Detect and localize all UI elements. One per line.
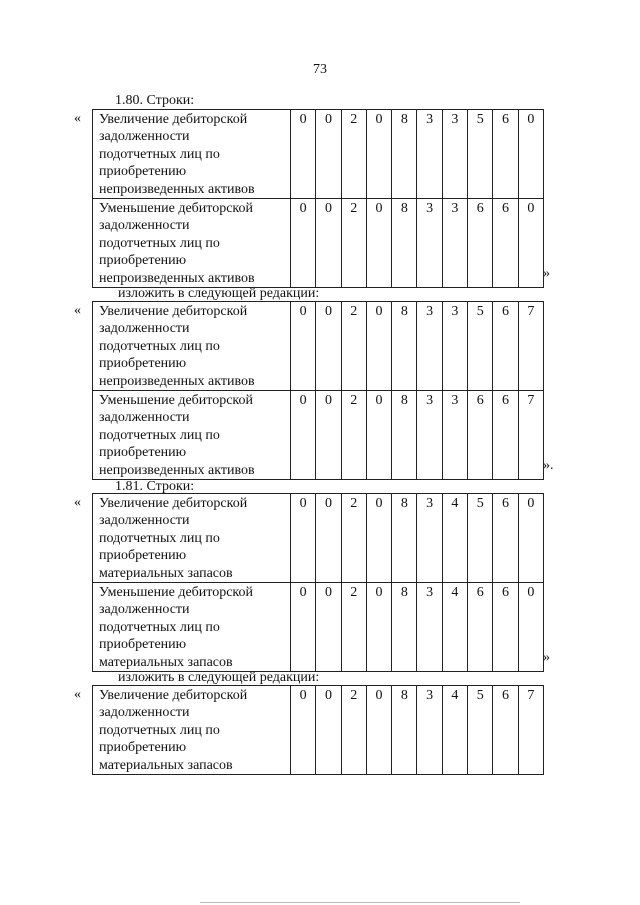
table-row [93, 583, 544, 672]
code-digit-cell: 0 [366, 302, 391, 391]
rows-table-1-80-new [92, 301, 544, 480]
rows-table-1-81-new [92, 685, 544, 775]
section-heading-edit-1: изложить в следующей редакции: [118, 286, 320, 301]
code-digit-cell: 6 [493, 583, 518, 672]
code-digit-cell: 0 [518, 199, 543, 288]
row-label-line: материальных запасов [99, 757, 233, 773]
row-label [93, 302, 291, 391]
row-label-line: приобретению [99, 637, 187, 653]
row-label-line: подотчетных лиц по [99, 235, 220, 251]
code-digit-cell: 8 [392, 302, 417, 391]
code-digit-cell: 0 [291, 686, 316, 775]
code-digit-cell: 0 [366, 199, 391, 288]
row-label [93, 391, 291, 480]
rows-table-1-81-old [92, 493, 544, 672]
row-label-line: подотчетных лиц по [99, 146, 220, 162]
row-label-line: Увеличение дебиторской [99, 688, 248, 703]
code-digit-cell: 5 [468, 110, 493, 199]
code-digit-cell: 8 [392, 199, 417, 288]
row-label-line: подотчетных лиц по [99, 619, 220, 635]
code-digit-cell: 2 [341, 583, 366, 672]
code-digit-cell: 5 [468, 494, 493, 583]
row-label [93, 583, 291, 672]
code-digit-cell: 4 [442, 583, 467, 672]
row-label-line: задолженности [99, 410, 190, 426]
row-label-line: Уменьшение дебиторской [99, 585, 254, 601]
table-row [93, 686, 544, 775]
row-label-line: непроизведенных активов [99, 270, 255, 286]
code-digit-cell: 0 [316, 199, 341, 288]
row-label [93, 199, 291, 288]
row-label-line: задолженности [99, 705, 190, 721]
table-row [93, 110, 544, 199]
code-digit-cell: 6 [468, 391, 493, 480]
row-label [93, 110, 291, 199]
code-digit-cell: 0 [316, 583, 341, 672]
row-label-line: Увеличение дебиторской [99, 112, 248, 127]
row-label-line: приобретению [99, 740, 187, 756]
row-label-line: подотчетных лиц по [99, 722, 220, 738]
row-label-line: задолженности [99, 218, 190, 234]
table-row [93, 494, 544, 583]
row-label-line: подотчетных лиц по [99, 338, 220, 354]
code-digit-cell: 2 [341, 110, 366, 199]
code-digit-cell: 7 [518, 686, 543, 775]
code-digit-cell: 6 [468, 199, 493, 288]
code-digit-cell: 2 [341, 302, 366, 391]
code-digit-cell: 3 [417, 199, 442, 288]
section-heading-1-81: 1.81. Строки: [115, 479, 195, 494]
code-digit-cell: 6 [468, 583, 493, 672]
row-label [93, 494, 291, 583]
code-digit-cell: 0 [291, 391, 316, 480]
code-digit-cell: 0 [291, 583, 316, 672]
row-label-line: материальных запасов [99, 654, 233, 670]
row-label-line: Уменьшение дебиторской [99, 201, 254, 217]
row-label-line: задолженности [99, 513, 190, 529]
table-row [93, 199, 544, 288]
code-digit-cell: 0 [518, 110, 543, 199]
row-label-line: приобретению [99, 548, 187, 564]
code-digit-cell: 0 [316, 391, 341, 480]
row-label-line: задолженности [99, 602, 190, 618]
code-digit-cell: 8 [392, 110, 417, 199]
row-label-line: задолженности [99, 321, 190, 337]
section-heading-edit-2: изложить в следующей редакции: [118, 670, 320, 685]
code-digit-cell: 0 [518, 583, 543, 672]
section-heading-1-80: 1.80. Строки: [115, 93, 195, 108]
code-digit-cell: 3 [417, 110, 442, 199]
code-digit-cell: 0 [316, 494, 341, 583]
code-digit-cell: 8 [392, 583, 417, 672]
page-number: 73 [313, 62, 327, 77]
row-label-line: непроизведенных активов [99, 373, 255, 389]
code-digit-cell: 4 [442, 494, 467, 583]
code-digit-cell: 7 [518, 302, 543, 391]
code-digit-cell: 5 [468, 686, 493, 775]
row-label-line: непроизведенных активов [99, 181, 255, 197]
code-digit-cell: 2 [341, 494, 366, 583]
row-label-line: Уменьшение дебиторской [99, 393, 254, 409]
code-digit-cell: 4 [442, 686, 467, 775]
row-label [93, 686, 291, 775]
quote-open-mark: « [74, 111, 81, 126]
code-digit-cell: 3 [442, 199, 467, 288]
code-digit-cell: 6 [493, 110, 518, 199]
code-digit-cell: 6 [493, 199, 518, 288]
code-digit-cell: 2 [341, 199, 366, 288]
code-digit-cell: 0 [366, 686, 391, 775]
code-digit-cell: 8 [392, 494, 417, 583]
code-digit-cell: 0 [291, 302, 316, 391]
code-digit-cell: 5 [468, 302, 493, 391]
row-label-line: подотчетных лиц по [99, 530, 220, 546]
code-digit-cell: 2 [341, 686, 366, 775]
code-digit-cell: 2 [341, 391, 366, 480]
row-label-line: материальных запасов [99, 565, 233, 581]
row-label-line: подотчетных лиц по [99, 427, 220, 443]
quote-close-mark: ». [543, 458, 554, 473]
code-digit-cell: 3 [417, 302, 442, 391]
code-digit-cell: 0 [316, 302, 341, 391]
code-digit-cell: 3 [417, 686, 442, 775]
quote-open-mark: « [74, 303, 81, 318]
code-digit-cell: 0 [316, 686, 341, 775]
code-digit-cell: 6 [493, 302, 518, 391]
quote-close-mark: » [543, 650, 550, 665]
code-digit-cell: 3 [417, 583, 442, 672]
code-digit-cell: 8 [392, 686, 417, 775]
code-digit-cell: 0 [291, 494, 316, 583]
quote-open-mark: « [74, 687, 81, 702]
code-digit-cell: 0 [291, 199, 316, 288]
code-digit-cell: 3 [442, 302, 467, 391]
code-digit-cell: 3 [442, 110, 467, 199]
code-digit-cell: 6 [493, 686, 518, 775]
quote-close-mark: » [543, 266, 550, 281]
code-digit-cell: 6 [493, 391, 518, 480]
code-digit-cell: 0 [316, 110, 341, 199]
code-digit-cell: 8 [392, 391, 417, 480]
code-digit-cell: 0 [366, 391, 391, 480]
code-digit-cell: 3 [417, 494, 442, 583]
row-label-line: Увеличение дебиторской [99, 304, 248, 319]
scan-edge-line [200, 902, 520, 903]
code-digit-cell: 7 [518, 391, 543, 480]
row-label-line: Увеличение дебиторской [99, 496, 248, 511]
row-label-line: задолженности [99, 129, 190, 145]
table-row [93, 302, 544, 391]
code-digit-cell: 0 [291, 110, 316, 199]
code-digit-cell: 6 [493, 494, 518, 583]
row-label-line: приобретению [99, 445, 187, 461]
code-digit-cell: 3 [442, 391, 467, 480]
row-label-line: непроизведенных активов [99, 462, 255, 478]
table-row [93, 391, 544, 480]
code-digit-cell: 0 [366, 494, 391, 583]
code-digit-cell: 0 [366, 110, 391, 199]
code-digit-cell: 3 [417, 391, 442, 480]
rows-table-1-80-old [92, 109, 544, 288]
row-label-line: приобретению [99, 164, 187, 180]
row-label-line: приобретению [99, 356, 187, 372]
code-digit-cell: 0 [366, 583, 391, 672]
quote-open-mark: « [74, 495, 81, 510]
code-digit-cell: 0 [518, 494, 543, 583]
row-label-line: приобретению [99, 253, 187, 269]
